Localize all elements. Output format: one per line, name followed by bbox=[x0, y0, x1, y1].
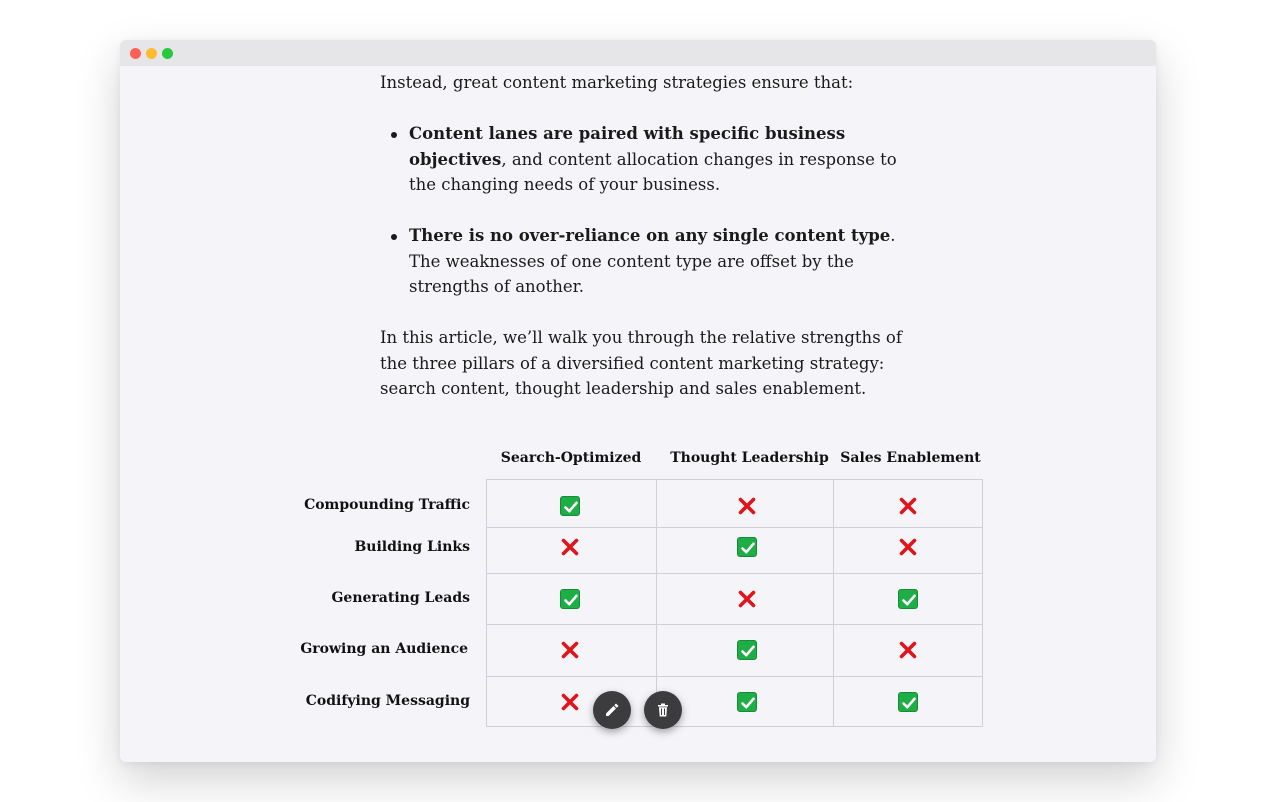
cross-mark-icon bbox=[560, 537, 580, 557]
column-header: Sales Enablement bbox=[840, 450, 981, 466]
browser-window bbox=[120, 40, 1156, 762]
cross-mark-icon bbox=[898, 537, 918, 557]
intro-paragraph: Instead, great content marketing strategies ensure that: bbox=[380, 73, 854, 92]
closing-paragraph: In this article, we’ll walk you through the relative strengths of the three pillars of a diversified content marketing strategy: search content, thought leadership and sales enablement. bbox=[380, 328, 902, 398]
bullet-bold-text: There is no over-reliance on any single content type bbox=[409, 226, 891, 245]
grid-divider bbox=[656, 480, 657, 726]
row-label: Building Links bbox=[354, 539, 470, 555]
cross-mark-icon bbox=[560, 692, 580, 712]
pencil-icon bbox=[604, 702, 620, 718]
bullet-text: . The weaknesses of one content type are offset by the strengths of another. bbox=[409, 226, 896, 296]
column-header: Thought Leadership bbox=[670, 450, 829, 466]
check-mark-icon bbox=[737, 640, 757, 660]
cross-mark-icon bbox=[737, 589, 757, 609]
grid-divider bbox=[487, 676, 982, 677]
bullet-bold-text: Content lanes are paired with specific business objectives bbox=[409, 124, 846, 169]
check-mark-icon bbox=[737, 692, 757, 712]
check-mark-icon bbox=[898, 692, 918, 712]
grid-divider bbox=[487, 624, 982, 625]
cross-mark-icon bbox=[737, 496, 757, 516]
bullet-text: , and content allocation changes in response to the changing needs of your business. bbox=[409, 149, 897, 194]
column-header: Search-Optimized bbox=[500, 450, 642, 466]
row-label: Generating Leads bbox=[331, 590, 470, 606]
grid-divider bbox=[487, 573, 982, 574]
edit-button[interactable] bbox=[593, 691, 631, 729]
comparison-table bbox=[120, 40, 1156, 762]
check-mark-icon bbox=[560, 589, 580, 609]
check-mark-icon bbox=[898, 589, 918, 609]
grid-divider bbox=[833, 480, 834, 726]
trash-icon bbox=[655, 702, 671, 718]
check-mark-icon bbox=[737, 537, 757, 557]
row-label: Compounding Traffic bbox=[304, 497, 470, 513]
row-label: Codifying Messaging bbox=[305, 693, 470, 709]
cross-mark-icon bbox=[898, 496, 918, 516]
cross-mark-icon bbox=[898, 640, 918, 660]
cross-mark-icon bbox=[560, 640, 580, 660]
delete-button[interactable] bbox=[644, 691, 682, 729]
grid-divider bbox=[487, 527, 982, 528]
check-mark-icon bbox=[560, 496, 580, 516]
row-label: Growing an Audience bbox=[300, 641, 468, 657]
